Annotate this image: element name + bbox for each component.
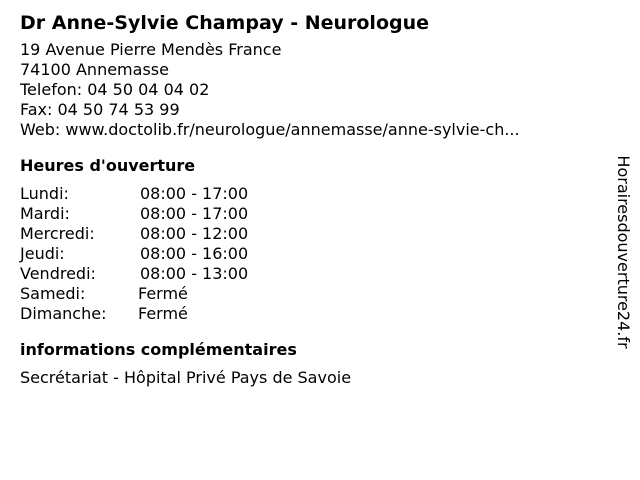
hours-day: Mercredi: xyxy=(20,224,95,243)
hours-row-monday xyxy=(20,184,600,204)
hours-row-sunday xyxy=(20,304,600,324)
business-card xyxy=(20,10,600,388)
hours-row-tuesday xyxy=(20,204,600,224)
hours-time: 08:00 - 17:00 xyxy=(140,204,249,223)
hours-time: 08:00 - 17:00 xyxy=(140,184,249,203)
hours-time: 08:00 - 12:00 xyxy=(140,224,249,243)
extra-info-text: Secrétariat - Hôpital Privé Pays de Savoie xyxy=(20,368,352,387)
hours-day: Jeudi: xyxy=(20,244,65,263)
street-address: 19 Avenue Pierre Mendès France xyxy=(20,40,282,59)
hours-row-wednesday xyxy=(20,224,600,244)
hours-heading: Heures d'ouverture xyxy=(20,156,196,175)
hours-time: Fermé xyxy=(138,284,188,303)
extra-info-heading: informations complémentaires xyxy=(20,340,297,359)
website-link[interactable]: Web: www.doctolib.fr/neurologue/annemasse/anne-sylvie-ch... xyxy=(20,120,520,139)
hours-time: 08:00 - 16:00 xyxy=(140,244,249,263)
site-brand[interactable]: Horairesdouverture24.fr xyxy=(614,155,633,349)
address-block xyxy=(20,40,600,140)
phone-number[interactable]: Telefon: 04 50 04 04 02 xyxy=(20,80,210,99)
page-title: Dr Anne-Sylvie Champay - Neurologue xyxy=(20,12,430,34)
hours-time: 08:00 - 13:00 xyxy=(140,264,249,283)
fax-number: Fax: 04 50 74 53 99 xyxy=(20,100,180,119)
hours-row-thursday xyxy=(20,244,600,264)
hours-row-friday xyxy=(20,264,600,284)
hours-day: Samedi: xyxy=(20,284,86,303)
hours-day: Dimanche: xyxy=(20,304,107,323)
hours-table xyxy=(20,184,600,324)
hours-time: Fermé xyxy=(138,304,188,323)
hours-day: Vendredi: xyxy=(20,264,96,283)
hours-day: Lundi: xyxy=(20,184,69,203)
hours-row-saturday xyxy=(20,284,600,304)
hours-day: Mardi: xyxy=(20,204,70,223)
city-address: 74100 Annemasse xyxy=(20,60,169,79)
